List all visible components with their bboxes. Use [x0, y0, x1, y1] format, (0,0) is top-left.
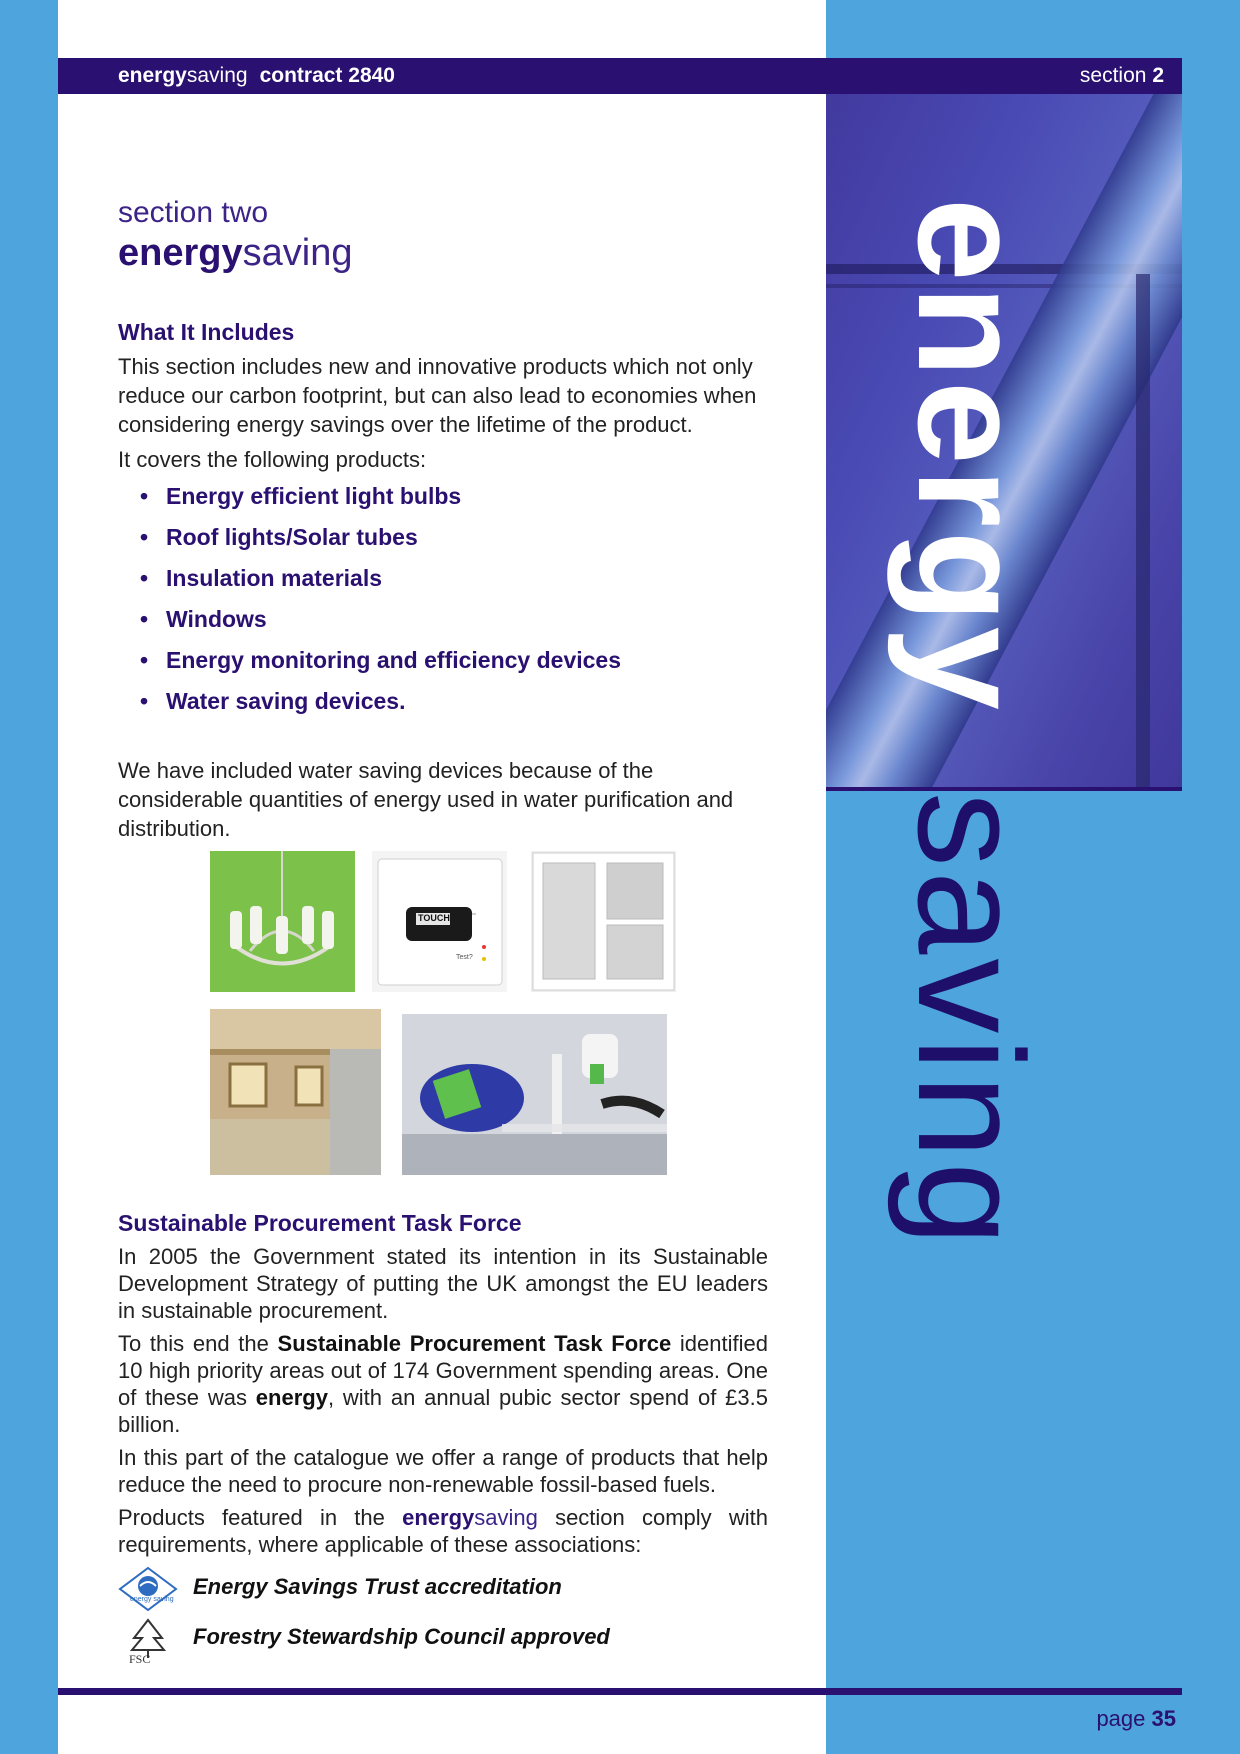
header-contract: contract 2840	[259, 64, 395, 87]
list-item: • Water saving devices.	[140, 681, 768, 722]
list-item: • Windows	[140, 599, 768, 640]
procurement-para2-pre: To this end the	[118, 1331, 278, 1356]
fsc-tree-logo-icon	[118, 1616, 178, 1666]
procurement-para2-post: , with an annual pubic sector spend of £3.5 billion.	[118, 1385, 768, 1437]
header-section-prefix: section	[1079, 64, 1147, 87]
list-item: • Insulation materials	[140, 558, 768, 599]
page-number-value: 35	[1151, 1706, 1176, 1731]
photo-chandelier-light-bulbs	[210, 851, 355, 992]
procurement-para2-mid: identified 10 high priority areas out of 174 Government spending areas. One of these was	[118, 1331, 768, 1410]
header-brand	[118, 58, 395, 94]
procurement-para3: In this part of the catalogue we offer a range of products that help reduce the need to procure non-renewable fossil-based fuels.	[118, 1445, 768, 1497]
procurement-heading: Sustainable Procurement Task Force	[118, 1210, 522, 1236]
procurement-para4	[118, 1504, 768, 1558]
page-number	[1096, 1706, 1176, 1732]
photo-energy-monitor-device	[372, 851, 507, 992]
procurement-para4-post: section comply with requirements, where applicable of these associations:	[118, 1505, 769, 1557]
energy-saving-logo-text: energy saving	[130, 1596, 174, 1603]
page-prefix: page	[1096, 1706, 1146, 1731]
section-kicker: section two	[118, 196, 269, 229]
procurement-para4-energy: energy	[402, 1505, 475, 1530]
procurement-para4-pre: Products featured in the	[118, 1505, 403, 1530]
cert-energy-savings-trust-label: Energy Savings Trust accreditation	[193, 1574, 562, 1599]
procurement-para1: In 2005 the Government stated its intention in its Sustainable Development Strategy of putting the UK amongst the EU leaders in sustainable procurement.	[118, 1244, 768, 1323]
header-brand-bold: energy	[118, 64, 187, 87]
hero-underline	[826, 787, 1182, 791]
procurement-para4-saving: saving	[474, 1505, 538, 1530]
what-it-includes-para1: This section includes new and innovative products which not only reduce our carbon footprint, but can also lead to economies when considering energy savings over the lifetime of the product.	[118, 354, 757, 437]
photo-insulation-materials	[210, 1009, 381, 1175]
header-bar	[58, 58, 1182, 94]
section-title-light: saving	[242, 232, 353, 274]
energy-saving-trust-logo-icon	[118, 1566, 178, 1612]
list-item: • Roof lights/Solar tubes	[140, 517, 768, 558]
header-section	[1080, 58, 1164, 94]
header-brand-light: saving	[186, 64, 248, 87]
thermostat-label: TOUCH	[418, 913, 450, 923]
section-title-bold: energy	[118, 232, 243, 274]
list-item: • Energy monitoring and efficiency devices	[140, 640, 768, 681]
hero-post	[1136, 274, 1150, 788]
header-section-number: 2	[1152, 64, 1164, 87]
footer-bar	[58, 1688, 1182, 1695]
cert-fsc-label: Forestry Stewardship Council approved	[193, 1624, 610, 1649]
photo-water-saving-device	[402, 1014, 667, 1175]
main-content	[118, 195, 768, 849]
section-title	[118, 231, 768, 275]
vertical-word-energy: energy	[887, 198, 1055, 714]
what-it-includes-heading: What It Includes	[118, 319, 295, 345]
water-saving-para: We have included water saving devices because of the considerable quantities of energy used in water purification and distribution.	[118, 758, 734, 841]
product-list	[118, 476, 768, 722]
procurement-energy-bold: energy	[255, 1385, 328, 1410]
vertical-word-saving: saving	[887, 792, 1055, 1250]
procurement-task-force-bold: Sustainable Procurement Task Force	[277, 1331, 672, 1356]
procurement-para2	[118, 1330, 768, 1438]
thermostat-sublabel: Test?	[456, 954, 473, 961]
list-item: • Energy efficient light bulbs	[140, 476, 768, 517]
procurement-section	[118, 1210, 768, 1564]
what-it-includes-para2: It covers the following products:	[118, 447, 427, 472]
photo-windows	[531, 851, 676, 992]
fsc-logo-text: FSC	[129, 1652, 151, 1666]
cert-energy-savings-trust	[118, 1566, 768, 1616]
cert-fsc	[118, 1616, 768, 1666]
